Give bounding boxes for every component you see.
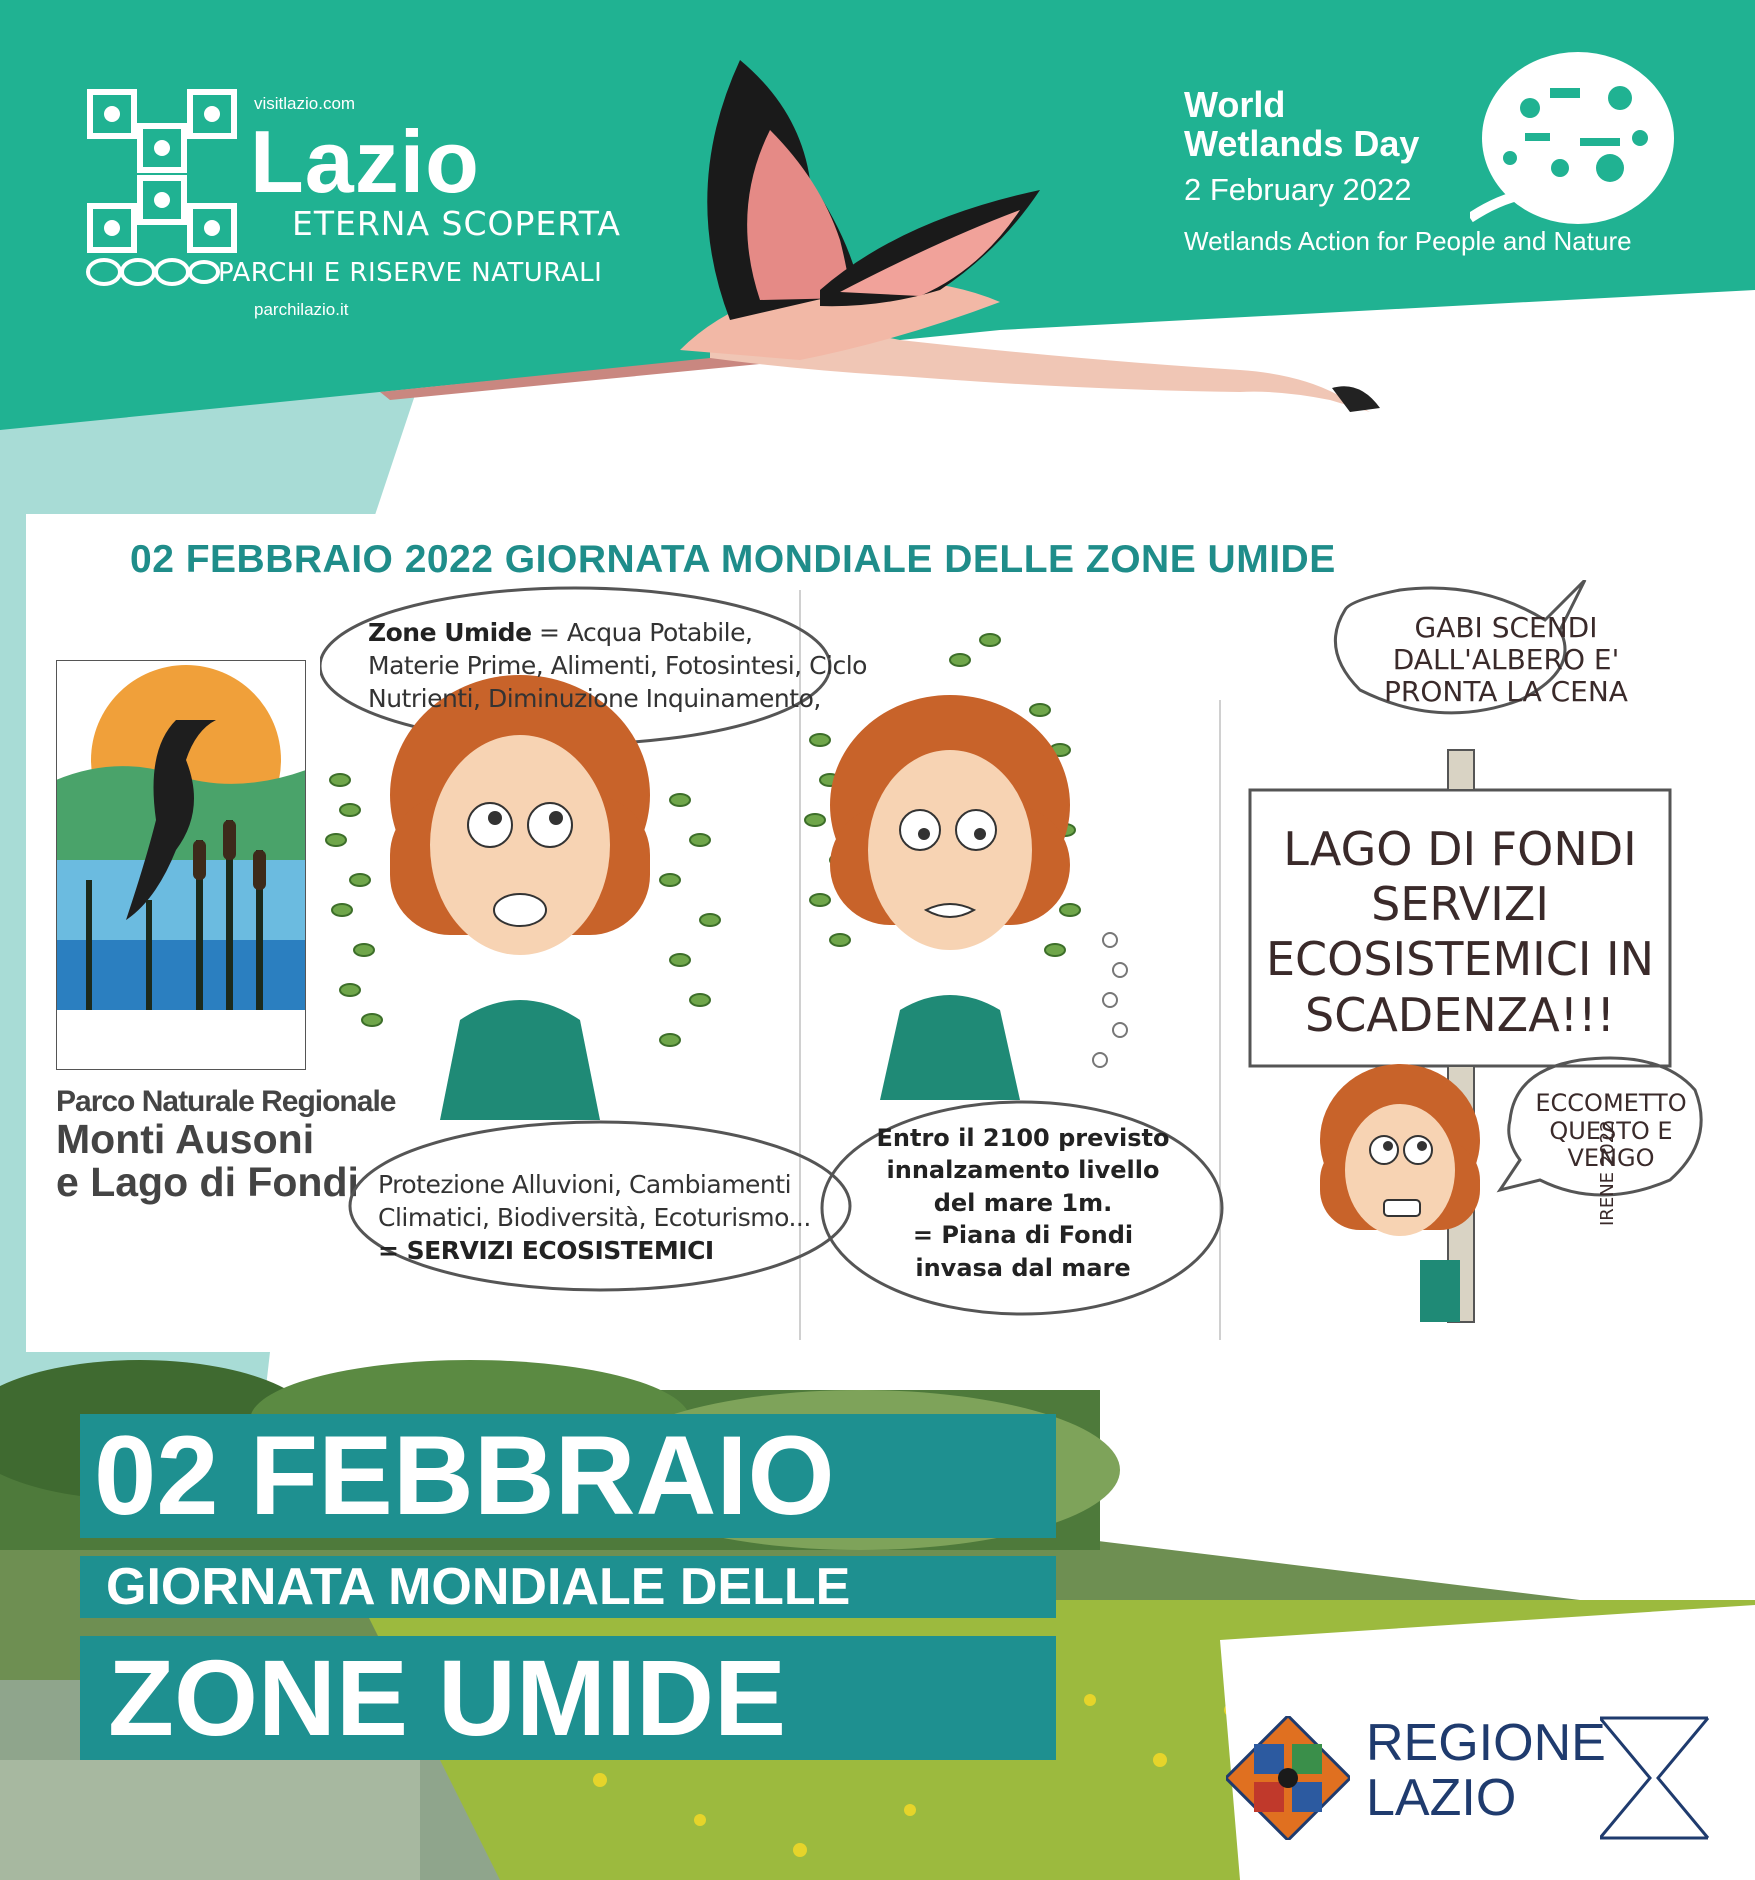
sign-line1: LAGO DI FONDI [1283,822,1637,876]
regione-emblem-icon [1226,1716,1350,1840]
bubble3-line3: del mare 1m. [933,1188,1113,1217]
visitlazio-url[interactable]: visitlazio.com [254,94,356,113]
lazio-tagline: ETERNA SCOPERTA [292,204,621,243]
bubble1-line2: Materie Prime, Alimenti, Fotosintesi, Ciclo [368,651,867,680]
sign-lago-di-fondi [1254,822,1666,1043]
sign-line4: SCADENZA!!! [1305,987,1615,1042]
lazio-wordmark: Lazio [250,112,480,211]
bubble5-line1: ECCOMETTO [1535,1089,1687,1117]
park-heron-logo-icon [56,660,306,1070]
girl-face-2 [830,695,1070,1100]
comic-title: 02 FEBBRAIO 2022 GIORNATA MONDIALE DELLE ZONE UMIDE [130,538,1336,581]
wetlands-globe-logo-icon [1470,48,1680,238]
regione-line2: LAZIO [1366,1768,1517,1827]
bubble2-line1: Protezione Alluvioni, Cambiamenti [378,1170,792,1199]
banner-giornata: GIORNATA MONDIALE DELLE [80,1556,1056,1618]
park-name-line3: e Lago di Fondi [56,1158,359,1205]
sign-line3: ECOSISTEMICI IN [1265,932,1655,987]
bubble1-line3: Nutrienti, Diminuzione Inquinamento, [368,684,821,713]
bubble-zone-umide-bold: Zone Umide [368,618,532,647]
bubble2-line2: Climatici, Biodiversità, Ecoturismo... [378,1203,811,1232]
regione-lazio-wordmark [1366,1716,1606,1825]
wwd-date: 2 February 2022 [1184,172,1412,207]
bubble1-line1: = Acqua Potabile, [531,618,753,647]
bubble4-line3: PRONTA LA CENA [1384,675,1628,709]
banner-zone-umide: ZONE UMIDE [80,1636,1056,1760]
bubble3-line1: Entro il 2100 previsto [876,1124,1170,1152]
parchilazio-url[interactable]: parchilazio.it [254,300,349,319]
bubble3-line2: innalzamento livello [886,1156,1160,1185]
wwd-slogan: Wetlands Action for People and Nature [1184,226,1632,256]
bubble4-line1: GABI SCENDI [1414,611,1598,644]
bubble-gabi-scendi [1356,612,1656,709]
banner-date: 02 FEBBRAIO [80,1414,1056,1538]
girl-face-3 [1320,1064,1480,1322]
bubble3-line5: invasa dal mare [915,1253,1131,1282]
bubble-zone-umide [368,616,867,715]
park-name-line1: Parco Naturale Regionale [56,1085,396,1118]
wwd-title-line1: World [1184,84,1286,125]
regione-x-mark-icon [1600,1716,1710,1840]
bubble2-line3: = SERVIZI ECOSISTEMICI [378,1236,714,1265]
bubble3-line4: = Piana di Fondi [912,1221,1134,1250]
world-wetlands-day-title [1184,86,1419,163]
park-name-line2: Monti Ausoni [56,1115,315,1162]
wwd-title-line2: Wetlands Day [1184,122,1420,164]
artist-signature: IRENE 2022 [1597,1120,1618,1226]
parchi-riserve-line: PARCHI E RISERVE NATURALI [218,258,603,288]
bubble5-line3: VENGO [1567,1144,1655,1173]
bubble-innalzamento [868,1122,1178,1284]
bubble-protezione [378,1168,811,1267]
bubble5-line2: QUESTO E [1549,1116,1673,1145]
regione-line1: REGIONE [1366,1714,1606,1772]
bubble4-line2: DALL'ALBERO E' [1392,643,1620,677]
sign-line2: SERVIZI [1371,877,1549,932]
girl-face-1 [390,675,650,1120]
